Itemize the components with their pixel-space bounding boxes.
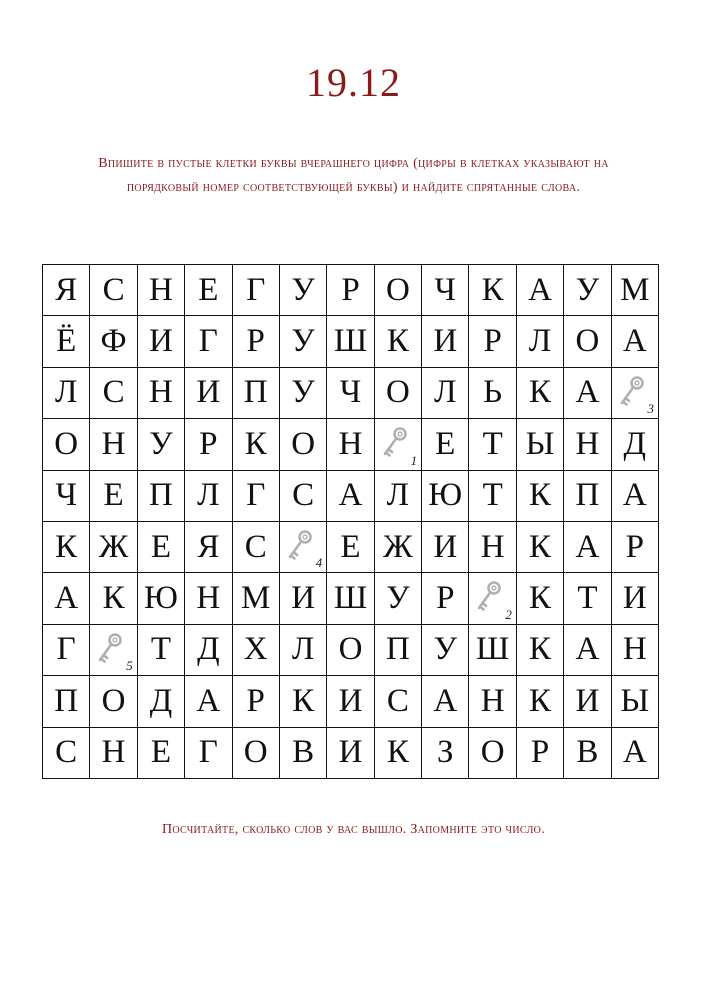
key-number: 2 bbox=[505, 606, 512, 622]
grid-letter: Я bbox=[185, 522, 232, 573]
grid-letter: Н bbox=[138, 265, 185, 316]
grid-letter: Н bbox=[138, 368, 185, 419]
key-icon bbox=[285, 528, 315, 564]
grid-letter: К bbox=[90, 573, 137, 624]
grid-letter: Ч bbox=[327, 368, 374, 419]
grid-letter: О bbox=[327, 625, 374, 676]
grid-letter: К bbox=[375, 728, 422, 779]
grid-letter: А bbox=[422, 676, 469, 727]
grid-letter: Н bbox=[327, 419, 374, 470]
grid-letter: А bbox=[564, 522, 611, 573]
grid-letter: Ф bbox=[90, 316, 137, 367]
grid-letter: Д bbox=[185, 625, 232, 676]
grid-letter: Г bbox=[43, 625, 90, 676]
grid-letter: Е bbox=[138, 728, 185, 779]
grid-letter: Ж bbox=[90, 522, 137, 573]
grid-letter: Е bbox=[90, 471, 137, 522]
grid-letter: Л bbox=[280, 625, 327, 676]
grid-letter: Е bbox=[327, 522, 374, 573]
grid-letter: А bbox=[612, 471, 659, 522]
letter-grid bbox=[42, 264, 659, 779]
grid-letter: К bbox=[517, 573, 564, 624]
grid-letter: И bbox=[280, 573, 327, 624]
grid-letter: Н bbox=[469, 522, 516, 573]
grid-letter: А bbox=[612, 316, 659, 367]
grid-letter: О bbox=[469, 728, 516, 779]
grid-letter: О bbox=[90, 676, 137, 727]
grid-letter: Т bbox=[469, 419, 516, 470]
instructions-text: Впишите в пустые клетки буквы вчерашнего цифра (цифры в клетках указывают на порядковый номер соответствующей буквы) и найдите спрятанные слова. bbox=[98, 156, 609, 195]
grid-letter: О bbox=[43, 419, 90, 470]
grid-letter: Ч bbox=[422, 265, 469, 316]
grid-letter: Г bbox=[233, 471, 280, 522]
grid-letter: У bbox=[422, 625, 469, 676]
grid-letter: В bbox=[280, 728, 327, 779]
grid-letter: П bbox=[138, 471, 185, 522]
grid-letter: Ы bbox=[517, 419, 564, 470]
key-icon bbox=[380, 425, 410, 461]
grid-letter: С bbox=[233, 522, 280, 573]
key-number: 1 bbox=[410, 452, 418, 468]
grid-letter: У bbox=[280, 316, 327, 367]
key-number: 4 bbox=[315, 555, 323, 571]
grid-letter: И bbox=[422, 522, 469, 573]
grid-letter: Р bbox=[469, 316, 516, 367]
grid-letter: И bbox=[612, 573, 659, 624]
key-cell bbox=[612, 368, 659, 419]
grid-letter: Р bbox=[233, 316, 280, 367]
grid-letter: П bbox=[43, 676, 90, 727]
grid-letter: И bbox=[138, 316, 185, 367]
grid-letter: А bbox=[327, 471, 374, 522]
grid-letter: Н bbox=[612, 625, 659, 676]
grid-letter: Ч bbox=[43, 471, 90, 522]
grid-letter: К bbox=[233, 419, 280, 470]
grid-letter: Ё bbox=[43, 316, 90, 367]
grid-letter: Ж bbox=[375, 522, 422, 573]
grid-letter: О bbox=[375, 265, 422, 316]
grid-letter: А bbox=[43, 573, 90, 624]
grid-letter: Ш bbox=[327, 573, 374, 624]
grid-letter: А bbox=[517, 265, 564, 316]
grid-letter: К bbox=[517, 676, 564, 727]
grid-letter: У bbox=[280, 368, 327, 419]
key-cell bbox=[469, 573, 516, 624]
grid-letter: Р bbox=[327, 265, 374, 316]
grid-letter: Л bbox=[185, 471, 232, 522]
grid-letter: Г bbox=[185, 316, 232, 367]
grid-letter: П bbox=[233, 368, 280, 419]
grid-letter: Р bbox=[517, 728, 564, 779]
grid-letter: Е bbox=[138, 522, 185, 573]
grid-letter: М bbox=[233, 573, 280, 624]
grid-letter: И bbox=[327, 676, 374, 727]
grid-letter: Ш bbox=[469, 625, 516, 676]
grid-letter: А bbox=[564, 368, 611, 419]
grid-letter: Л bbox=[375, 471, 422, 522]
key-cell bbox=[280, 522, 327, 573]
grid-letter: У bbox=[375, 573, 422, 624]
grid-letter: Р bbox=[422, 573, 469, 624]
grid-letter: Н bbox=[90, 419, 137, 470]
grid-letter: С bbox=[375, 676, 422, 727]
grid-letter: Х bbox=[233, 625, 280, 676]
key-number: 3 bbox=[647, 401, 654, 417]
grid-letter: Г bbox=[233, 265, 280, 316]
grid-letter: Е bbox=[185, 265, 232, 316]
grid-letter: Ю bbox=[422, 471, 469, 522]
grid-letter: З bbox=[422, 728, 469, 779]
grid-letter: О bbox=[233, 728, 280, 779]
key-cell bbox=[90, 625, 137, 676]
grid-letter: А bbox=[564, 625, 611, 676]
grid-letter: О bbox=[375, 368, 422, 419]
grid-letter: У bbox=[280, 265, 327, 316]
key-icon bbox=[474, 579, 504, 615]
grid-letter: К bbox=[517, 471, 564, 522]
grid-letter: Л bbox=[422, 368, 469, 419]
key-cell bbox=[375, 419, 422, 470]
grid-letter: Л bbox=[43, 368, 90, 419]
footer-text: Посчитайте, сколько слов у вас вышло. Запомните это число. bbox=[161, 822, 545, 837]
grid-letter: Т bbox=[564, 573, 611, 624]
page-title: 19.12 bbox=[306, 60, 401, 105]
grid-letter: А bbox=[185, 676, 232, 727]
grid-letter: К bbox=[517, 368, 564, 419]
grid-letter: К bbox=[280, 676, 327, 727]
grid-letter: Р bbox=[233, 676, 280, 727]
grid-letter: М bbox=[612, 265, 659, 316]
grid-letter: Н bbox=[564, 419, 611, 470]
grid-letter: И bbox=[327, 728, 374, 779]
grid-letter: О bbox=[280, 419, 327, 470]
grid-letter: Е bbox=[422, 419, 469, 470]
grid-letter: С bbox=[280, 471, 327, 522]
grid-letter: И bbox=[185, 368, 232, 419]
grid-letter: Н bbox=[90, 728, 137, 779]
key-number: 5 bbox=[126, 658, 133, 674]
grid-letter: А bbox=[612, 728, 659, 779]
grid-letter: Д bbox=[138, 676, 185, 727]
grid-letter: С bbox=[90, 368, 137, 419]
grid-letter: У bbox=[564, 265, 611, 316]
grid-letter: Ь bbox=[469, 368, 516, 419]
grid-letter: П bbox=[375, 625, 422, 676]
grid-letter: К bbox=[469, 265, 516, 316]
grid-letter: К bbox=[517, 522, 564, 573]
grid-letter: Н bbox=[185, 573, 232, 624]
grid-letter: Я bbox=[43, 265, 90, 316]
grid-letter: Н bbox=[469, 676, 516, 727]
grid-letter: В bbox=[564, 728, 611, 779]
grid-letter: Ш bbox=[327, 316, 374, 367]
grid-letter: Ю bbox=[138, 573, 185, 624]
grid-letter: Д bbox=[612, 419, 659, 470]
grid-letter: И bbox=[422, 316, 469, 367]
grid-letter: О bbox=[564, 316, 611, 367]
grid-letter: Т bbox=[469, 471, 516, 522]
key-icon bbox=[95, 631, 125, 667]
grid-letter: Т bbox=[138, 625, 185, 676]
grid-letter: К bbox=[43, 522, 90, 573]
key-icon bbox=[617, 374, 647, 410]
grid-letter: Г bbox=[185, 728, 232, 779]
grid-letter: И bbox=[564, 676, 611, 727]
grid-letter: К bbox=[517, 625, 564, 676]
grid-letter: П bbox=[564, 471, 611, 522]
grid-letter: Ы bbox=[612, 676, 659, 727]
grid-letter: К bbox=[375, 316, 422, 367]
grid-letter: Л bbox=[517, 316, 564, 367]
grid-letter: С bbox=[43, 728, 90, 779]
grid-letter: С bbox=[90, 265, 137, 316]
grid-letter: У bbox=[138, 419, 185, 470]
grid-letter: Р bbox=[612, 522, 659, 573]
grid-letter: Р bbox=[185, 419, 232, 470]
